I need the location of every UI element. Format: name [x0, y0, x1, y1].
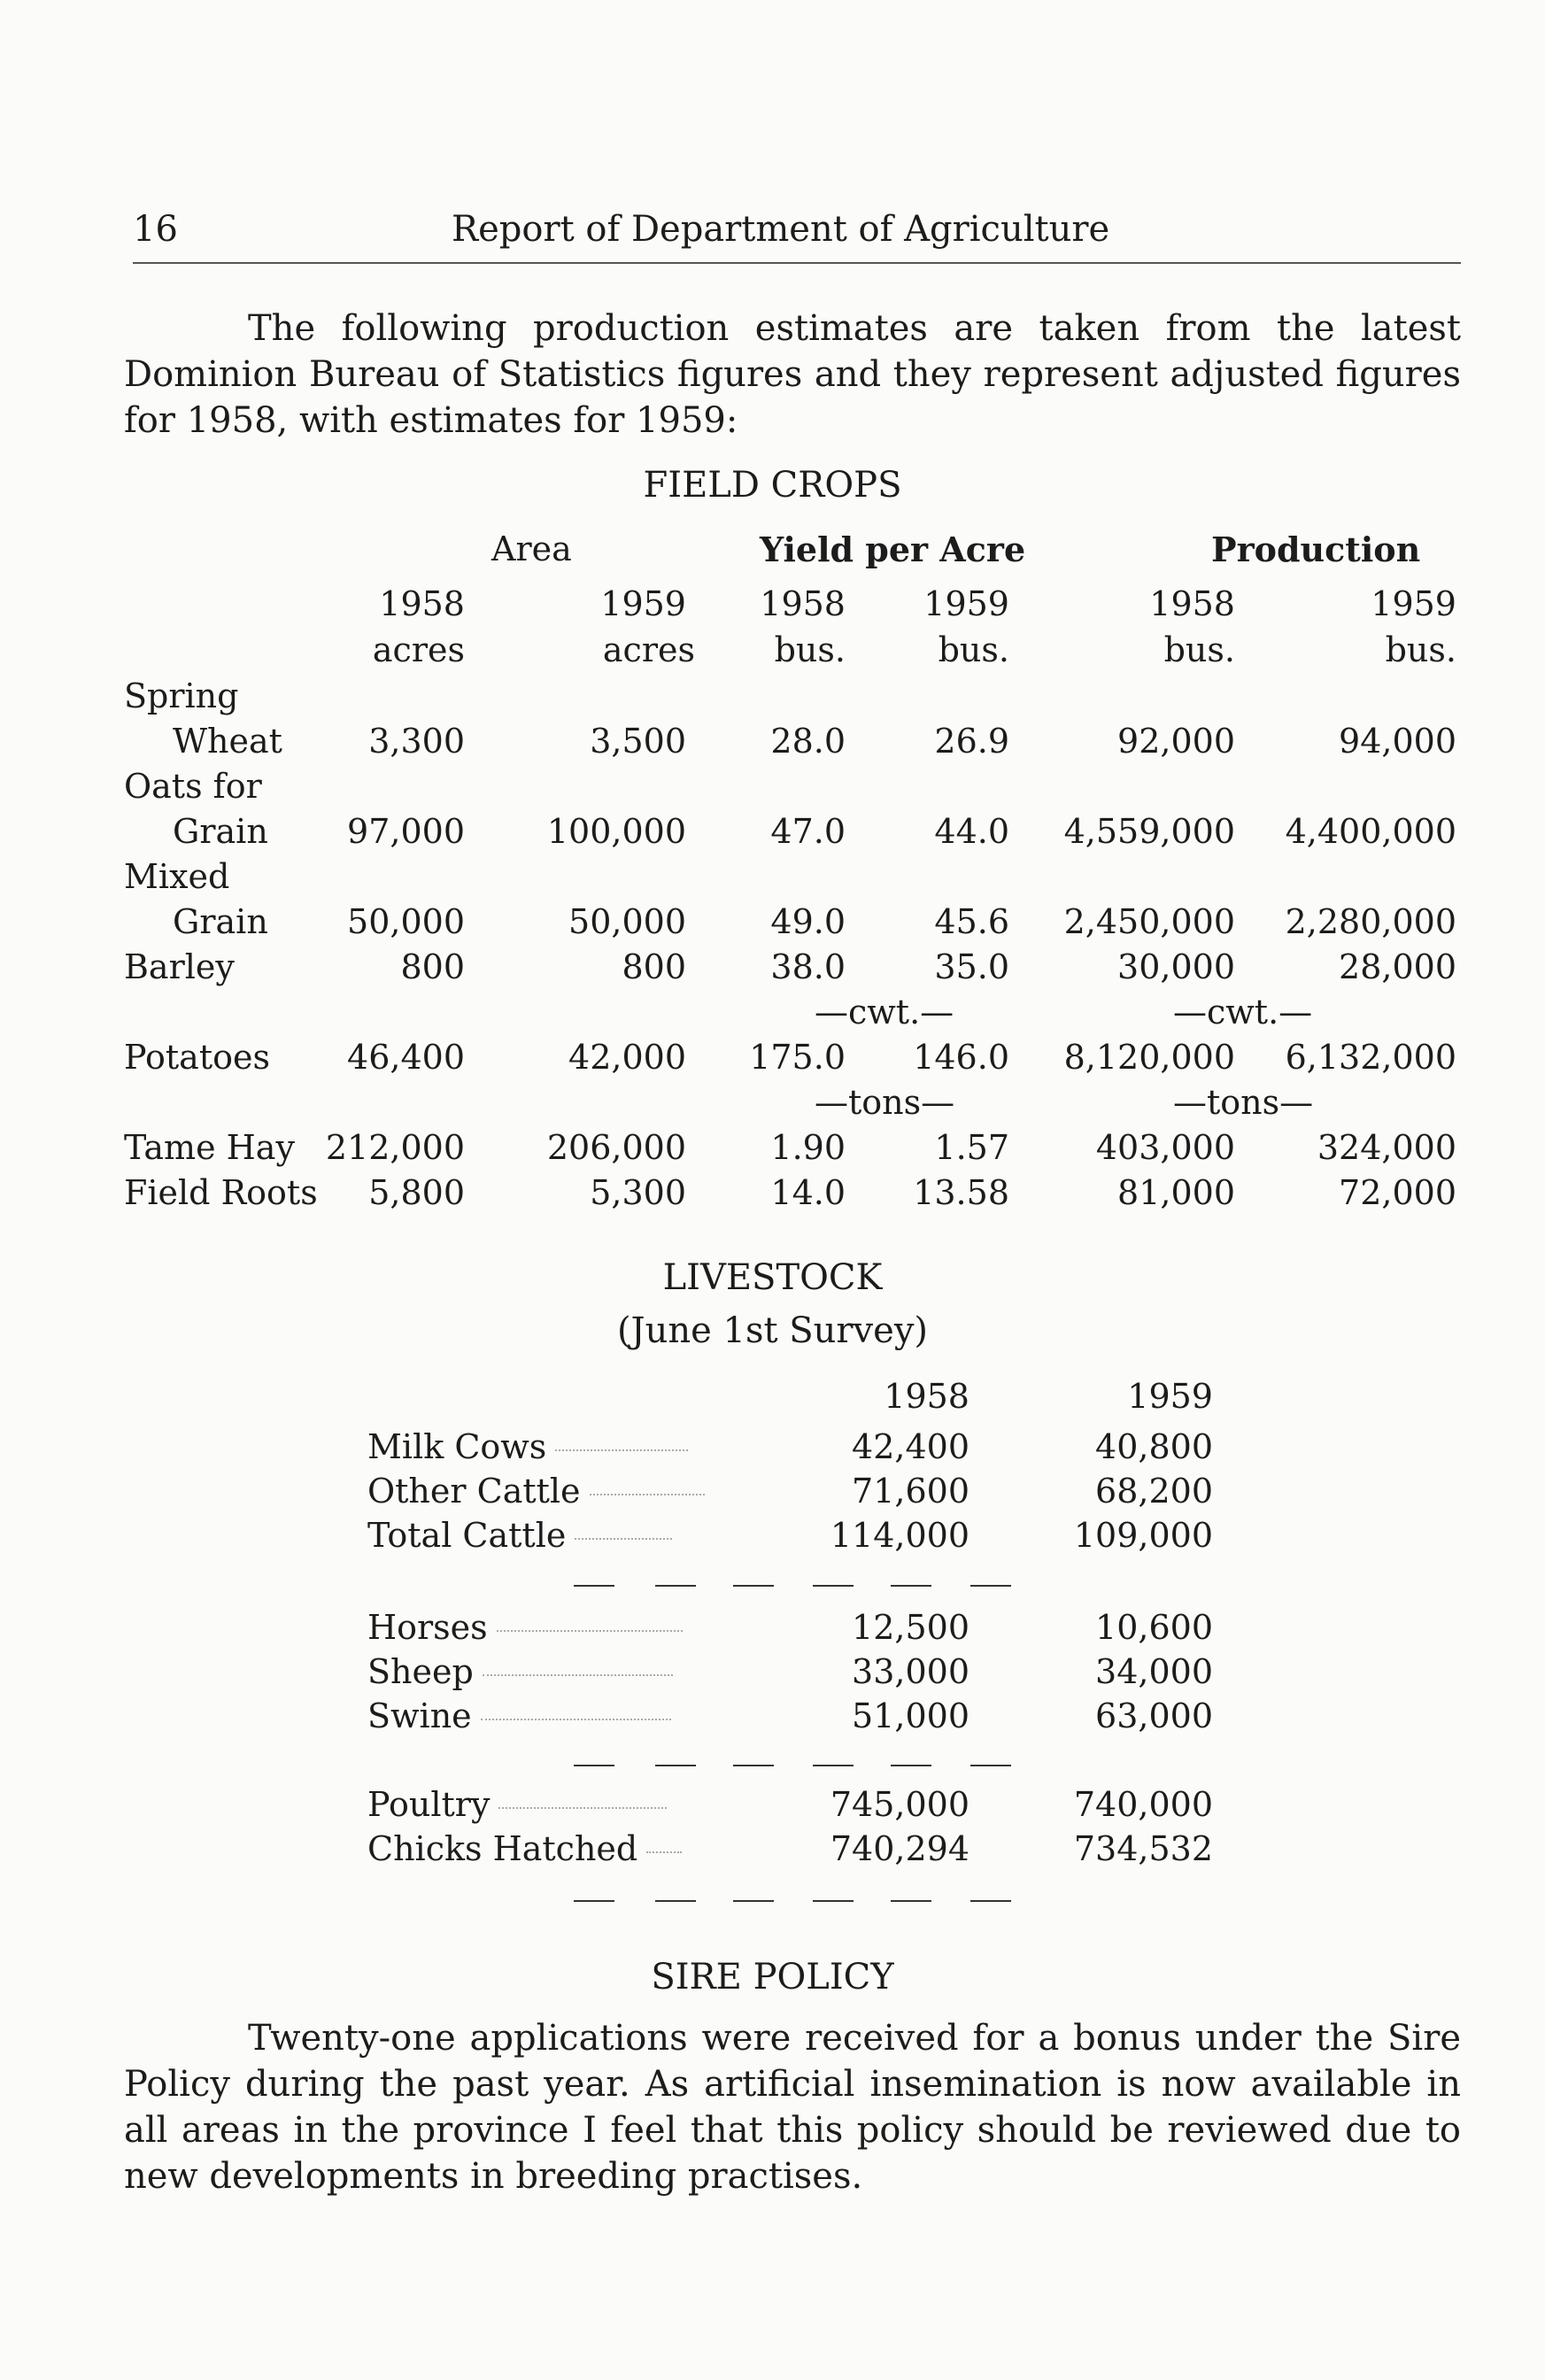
cell-prod-1959: 72,000: [1339, 1173, 1456, 1212]
header-rule: [133, 262, 1461, 264]
header-yield-per-acre: Yield per Acre: [760, 529, 1026, 569]
cell-prod-1959: 4,400,000: [1285, 812, 1456, 851]
cell-yield-1958: 1.90: [770, 1128, 846, 1167]
row-label-line1: Oats for: [124, 767, 262, 806]
intro-paragraph: The following production estimates are taken from the latest Dominion Bureau of Statistics figures and they represent adjusted figures for 1958, with estimates for 1959:: [124, 308, 1461, 441]
cell-yield-1959: 146.0: [913, 1038, 1009, 1077]
cell-yield-1958: 47.0: [770, 812, 846, 851]
cell-area-1959: 50,000: [568, 902, 686, 941]
livestock-label: Swine: [367, 1696, 671, 1735]
cell-yield-1959: 26.9: [934, 722, 1009, 761]
cell-area-1958: 97,000: [347, 812, 465, 851]
year-area-1959: 1959: [600, 584, 686, 623]
cell-yield-1959: 45.6: [934, 902, 1009, 941]
cell-prod-1959: 94,000: [1339, 722, 1456, 761]
cell-area-1959: 100,000: [546, 812, 686, 851]
cell-prod-1958: 4,559,000: [1063, 812, 1235, 851]
livestock-value-1959: 734,532: [1073, 1829, 1213, 1868]
cell-prod-1958: 30,000: [1117, 947, 1235, 986]
year-area-1958: 1958: [379, 584, 465, 623]
cell-yield-1959: 44.0: [934, 812, 1009, 851]
row-label-line2: Grain: [173, 902, 268, 941]
livestock-value-1959: 10,600: [1095, 1608, 1213, 1647]
page-header-title: Report of Department of Agriculture: [452, 209, 1110, 250]
cell-area-1959: 5,300: [590, 1173, 686, 1212]
unit-tons-yield: —tons—: [815, 1083, 955, 1122]
cell-prod-1959: 2,280,000: [1285, 902, 1456, 941]
unit-prod-1958: bus.: [1163, 630, 1235, 669]
unit-area-1959: acres: [602, 630, 695, 669]
cell-prod-1958: 81,000: [1117, 1173, 1235, 1212]
livestock-value-1958: 740,294: [830, 1829, 969, 1868]
cell-area-1958: 50,000: [347, 902, 465, 941]
row-label-line2: Grain: [173, 812, 268, 851]
unit-area-1958: acres: [372, 630, 465, 669]
livestock-label: Poultry: [367, 1785, 667, 1824]
livestock-value-1959: 68,200: [1095, 1472, 1213, 1511]
unit-tons-production: —tons—: [1173, 1083, 1314, 1122]
sire-policy-title: SIRE POLICY: [651, 1957, 894, 1998]
cell-area-1959: 206,000: [546, 1128, 686, 1167]
cell-yield-1958: 38.0: [770, 947, 846, 986]
cell-yield-1958: 175.0: [749, 1038, 846, 1077]
livestock-value-1958: 51,000: [852, 1696, 969, 1735]
livestock-label: Total Cattle: [367, 1516, 672, 1555]
unit-yield-1959: bus.: [938, 630, 1009, 669]
livestock-label: Chicks Hatched: [367, 1829, 682, 1868]
unit-cwt-yield: —cwt.—: [815, 993, 954, 1032]
livestock-value-1958: 745,000: [830, 1785, 969, 1824]
unit-yield-1958: bus.: [774, 630, 846, 669]
livestock-value-1958: 71,600: [852, 1472, 969, 1511]
cell-area-1958: 46,400: [347, 1038, 465, 1077]
cell-yield-1958: 14.0: [770, 1173, 846, 1212]
row-label-line1: Mixed: [124, 857, 230, 896]
cell-yield-1959: 13.58: [913, 1173, 1009, 1212]
header-area: Area: [491, 529, 572, 568]
sire-policy-paragraph: Twenty-one applications were received for a bonus under the Sire Policy during the past year. As artificial insemination is now available in all areas in the province I feel that this policy should be reviewed due to new developments in breeding practises.: [124, 2018, 1461, 2197]
cell-prod-1958: 8,120,000: [1063, 1038, 1235, 1077]
page-number: 16: [133, 209, 178, 250]
livestock-value-1958: 114,000: [830, 1516, 969, 1555]
cell-area-1959: 3,500: [590, 722, 686, 761]
cell-yield-1958: 49.0: [770, 902, 846, 941]
livestock-value-1959: 63,000: [1095, 1696, 1213, 1735]
year-yield-1959: 1959: [923, 584, 1009, 623]
livestock-value-1959: 40,800: [1095, 1427, 1213, 1466]
unit-cwt-production: —cwt.—: [1173, 993, 1313, 1032]
cell-prod-1959: 6,132,000: [1285, 1038, 1456, 1077]
year-prod-1959: 1959: [1371, 584, 1456, 623]
unit-prod-1959: bus.: [1385, 630, 1456, 669]
row-label-line2: Wheat: [173, 722, 282, 761]
cell-prod-1959: 324,000: [1317, 1128, 1456, 1167]
livestock-subtitle: (June 1st Survey): [616, 1310, 929, 1351]
year-prod-1958: 1958: [1149, 584, 1235, 623]
header-production: Production: [1211, 529, 1421, 569]
livestock-label: Horses: [367, 1608, 683, 1647]
cell-prod-1959: 28,000: [1339, 947, 1456, 986]
cell-area-1958: 3,300: [368, 722, 465, 761]
cell-prod-1958: 2,450,000: [1063, 902, 1235, 941]
livestock-label: Milk Cows: [367, 1427, 688, 1466]
livestock-value-1958: 12,500: [852, 1608, 969, 1647]
cell-area-1958: 5,800: [368, 1173, 465, 1212]
livestock-title: LIVESTOCK: [662, 1257, 883, 1298]
row-label: Tame Hay: [124, 1128, 295, 1167]
livestock-value-1959: 109,000: [1073, 1516, 1213, 1555]
cell-yield-1959: 1.57: [934, 1128, 1009, 1167]
livestock-value-1958: 42,400: [852, 1427, 969, 1466]
livestock-year-1958: 1958: [884, 1377, 969, 1416]
year-yield-1958: 1958: [760, 584, 846, 623]
cell-area-1958: 212,000: [325, 1128, 465, 1167]
livestock-value-1958: 33,000: [852, 1652, 969, 1691]
livestock-value-1959: 740,000: [1073, 1785, 1213, 1824]
row-label: Field Roots: [124, 1173, 318, 1212]
cell-area-1959: 800: [622, 947, 686, 986]
row-label-line1: Spring: [124, 676, 239, 715]
row-label: Potatoes: [124, 1038, 270, 1077]
cell-prod-1958: 92,000: [1117, 722, 1235, 761]
cell-yield-1958: 28.0: [770, 722, 846, 761]
cell-yield-1959: 35.0: [934, 947, 1009, 986]
livestock-label: Sheep: [367, 1652, 673, 1691]
cell-area-1958: 800: [400, 947, 465, 986]
field-crops-title: FIELD CROPS: [643, 465, 902, 506]
livestock-value-1959: 34,000: [1095, 1652, 1213, 1691]
row-label: Barley: [124, 947, 235, 986]
cell-area-1959: 42,000: [568, 1038, 686, 1077]
cell-prod-1958: 403,000: [1095, 1128, 1235, 1167]
livestock-label: Other Cattle: [367, 1472, 705, 1511]
livestock-year-1959: 1959: [1127, 1377, 1213, 1416]
